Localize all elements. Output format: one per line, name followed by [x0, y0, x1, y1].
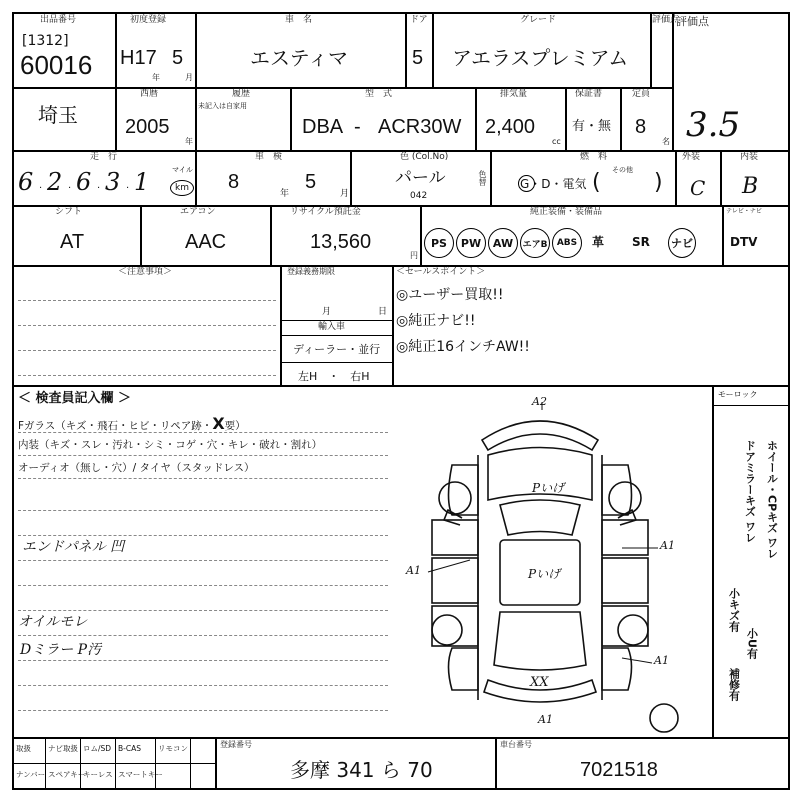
first-reg-era: H17 [120, 47, 157, 69]
lot-sub: [1312] [22, 33, 69, 49]
hand-note-1: エンドパネル 凹 [22, 539, 125, 555]
grade: アエラスプレミアム [452, 46, 629, 70]
car-name-label: 車 名 [285, 15, 313, 25]
options-row-1 [14, 740, 214, 760]
legend-col2: ドアミラーキズ ワレ [743, 440, 757, 543]
ac: AAC [185, 231, 227, 253]
capacity: 8 [635, 116, 647, 138]
selling-point: ◎純正16インチAW!! [396, 339, 530, 355]
recycle-fee: 13,560 [310, 231, 372, 253]
doors: 5 [412, 47, 424, 69]
navi-badge: ナビ [668, 228, 696, 258]
option-cell: キーレス [83, 770, 113, 779]
interior-grade: B [742, 174, 759, 199]
chassis-number: 7021518 [580, 759, 658, 781]
equipment-badge: エアB [520, 228, 550, 258]
shift: AT [60, 231, 85, 253]
mileage-digit: 1 [134, 168, 150, 196]
legend-col4: 小U有 [745, 628, 759, 659]
selling-point: ◎純正ナビ!! [396, 313, 476, 329]
option-cell: ナンバー [16, 770, 46, 779]
option-cell: 取扱 [16, 744, 31, 753]
option-cell: スマートキー [118, 770, 163, 779]
mileage-digit: 6 [76, 168, 92, 196]
hand-note-3: Dミラー P汚 [20, 642, 102, 658]
options-row-2 [14, 766, 214, 786]
selling-point: ◎ユーザー買取!! [396, 287, 504, 303]
equipment-plain: SR [632, 235, 650, 249]
hand-note-2: オイルモレ [18, 614, 88, 630]
legend-col1: ホイール・CPキズ ワレ [765, 440, 779, 559]
displacement: 2,400 [485, 116, 536, 138]
inspector-title: ＜ 検査員記入欄 ＞ [18, 391, 132, 406]
score-value: 3.5 [686, 105, 741, 145]
warranty: 有・無 [572, 119, 612, 134]
handle: 左H ・ 右H [298, 370, 370, 383]
year: 2005 [125, 116, 170, 138]
dtv: DTV [730, 235, 758, 249]
exterior-grade: C [690, 176, 706, 200]
first-reg-label: 初度登録 [130, 15, 167, 25]
score-label: 評価点 [652, 15, 680, 25]
color-code: 042 [410, 191, 428, 201]
legend-col5: 補修有 [727, 668, 741, 701]
option-cell: B-CAS [118, 744, 141, 753]
km-circle: km [170, 180, 194, 196]
option-cell: ロム/SD [83, 744, 112, 753]
option-cell: スペアキー [48, 770, 86, 779]
model-code: ACR30W [378, 116, 462, 138]
doors-label: ドア [410, 15, 428, 25]
inspector-line2: 内装（キズ・スレ・汚れ・シミ・コゲ・穴・キレ・破れ・割れ） [18, 439, 323, 451]
grade-label: グレード [520, 15, 557, 25]
car-name: エスティマ [250, 46, 348, 70]
equipment-plain: 革 [592, 235, 605, 249]
import-dealer: ディーラー・並行 [293, 343, 381, 356]
color: パール [395, 168, 446, 188]
grade-score-label: 評価点 [676, 15, 709, 28]
equipment-badge: ABS [552, 228, 582, 258]
option-cell: ナビ取扱 [48, 744, 78, 753]
mileage-digit: 6 [18, 168, 34, 196]
legend-col3: 小キズ有 [727, 588, 741, 632]
shaken-year: 8 [228, 171, 240, 193]
lot-label: 出品番号 [40, 15, 77, 25]
equipment-badge: AW [488, 228, 518, 258]
mileage-digits: 6 2 · 6 · 3 · 1 · [18, 168, 150, 196]
plate-number: 多摩 341 ら 70 [290, 758, 433, 782]
fuel: G・D・電気 [520, 177, 587, 191]
first-reg-month: 5 [172, 47, 184, 69]
lot-number: 60016 [20, 50, 93, 80]
shaken-month: 5 [305, 171, 317, 193]
model-prefix: DBA [302, 116, 344, 138]
equipment-badge: PS [424, 228, 454, 258]
region: 埼玉 [38, 103, 78, 127]
option-cell: リモコン [158, 744, 188, 753]
inspector-line3: オーディオ（無し・穴）/ タイヤ（スタッドレス） [18, 462, 255, 474]
mileage-digit: 2 [47, 168, 63, 196]
equipment-badge: PW [456, 228, 486, 258]
mileage-digit: 3 [105, 168, 121, 196]
inspector-line1: Fガラス（キズ・飛石・ヒビ・リペア跡・X要） [18, 414, 246, 433]
